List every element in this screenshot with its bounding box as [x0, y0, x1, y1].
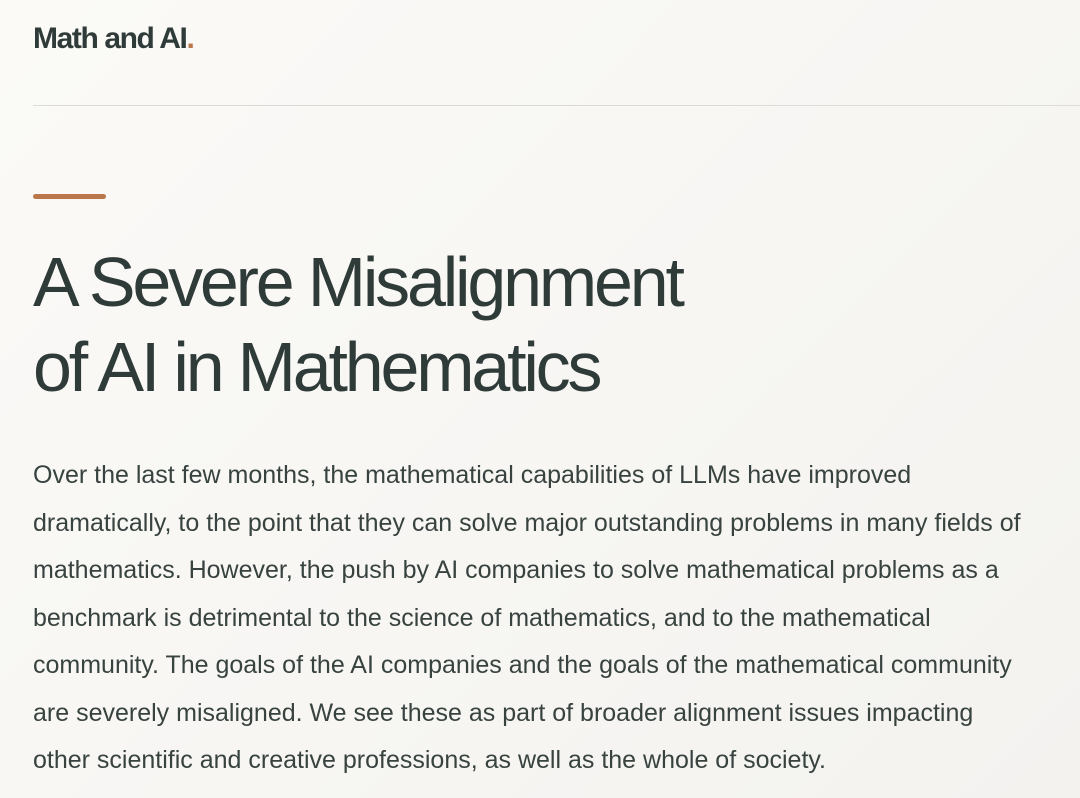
article-title-line: of AI in Mathematics	[33, 328, 600, 406]
article-intro-paragraph	[33, 452, 1073, 785]
site-header	[0, 0, 1080, 106]
title-accent-bar	[33, 194, 106, 199]
article-title	[33, 240, 793, 410]
article-text-line: are severely misaligned. We see these as part of broader alignment issues impacting	[33, 698, 974, 727]
article-text-line: other scientific and creative professions, as well as the whole of society.	[33, 746, 826, 774]
article-text-line: mathematics. However, the push by AI companies to solve mathematical problems as a	[33, 556, 999, 584]
article-text-line: community. The goals of the AI companies and the goals of the mathematical community	[33, 651, 1012, 679]
site-logo-text: Math and AI	[33, 22, 187, 55]
site-logo-link[interactable]	[33, 20, 193, 58]
site-logo-accent-dot: .	[186, 22, 194, 55]
header-divider	[33, 105, 1080, 106]
article-title-line: A Severe Misalignment	[33, 243, 682, 321]
article-text-line: dramatically, to the point that they can solve major outstanding problems in many fields of	[33, 508, 1021, 537]
article-text-line: Over the last few months, the mathematical capabilities of LLMs have improved	[33, 461, 912, 489]
article-text-line: benchmark is detrimental to the science of mathematics, and to the mathematical	[33, 603, 931, 632]
